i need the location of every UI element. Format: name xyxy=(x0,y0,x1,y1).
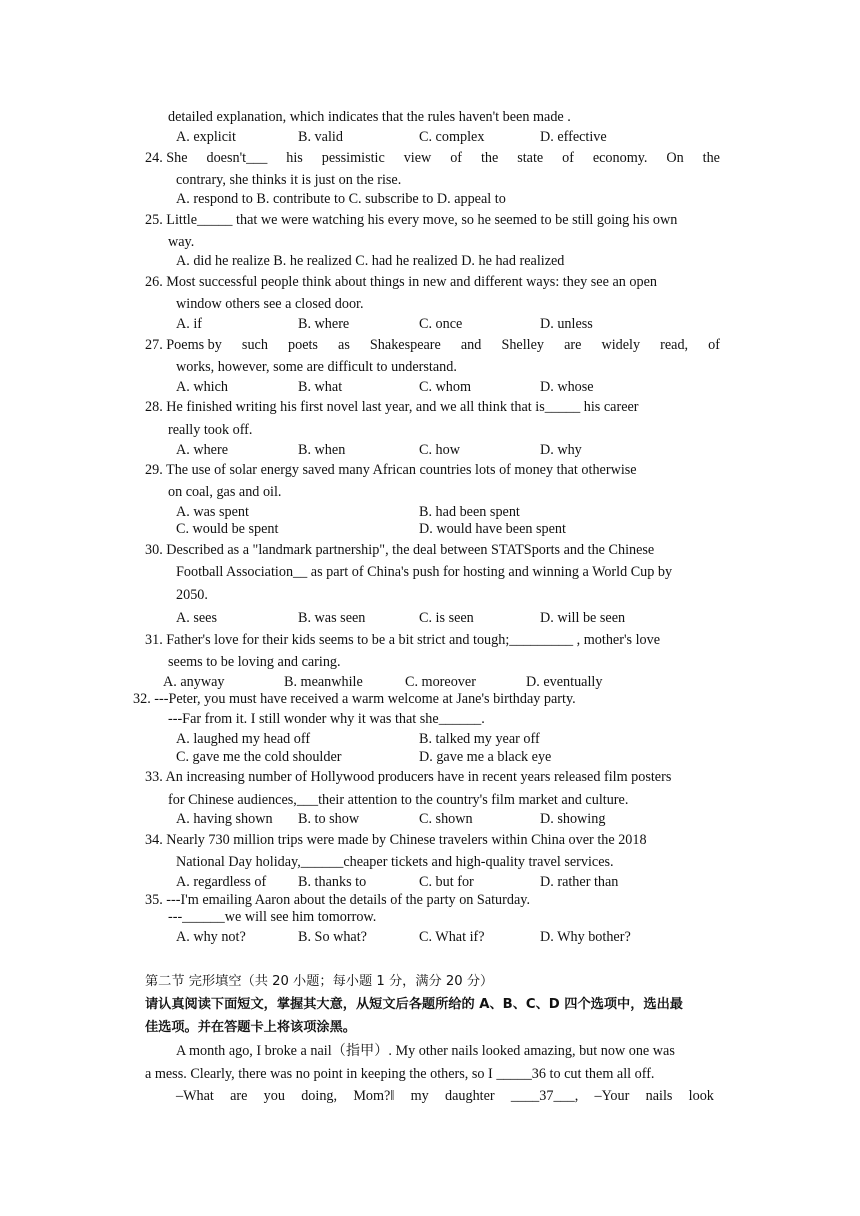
q29-option-a: A. was spent xyxy=(176,504,249,520)
q27-option-c: C. whom xyxy=(419,379,472,395)
q35-continuation: ---______we will see him tomorrow. xyxy=(168,909,377,925)
q26-option-d: D. unless xyxy=(540,316,593,332)
q23-option-d: D. effective xyxy=(540,129,607,145)
q33-option-b: B. to show xyxy=(298,811,360,827)
q23-option-b: B. valid xyxy=(298,129,343,145)
q30-option-d: D. will be seen xyxy=(540,610,626,626)
q25-continuation: way. xyxy=(168,234,195,250)
q24-options: A. respond to B. contribute to C. subscribe to D. appeal to xyxy=(176,191,506,207)
q25-stem: 25. Little_____ that we were watching his every move, so he seemed to be still going his own xyxy=(145,212,678,228)
q31-option-c: C. moreover xyxy=(405,674,476,690)
q30-continuation-1: Football Association__ as part of China's push for hosting and winning a World Cup by xyxy=(176,564,673,580)
instructions-line-2: 佳选项。并在答题卡上将该项涂黑。 xyxy=(145,1020,356,1035)
q23-continuation: detailed explanation, which indicates that the rules haven't been made . xyxy=(168,109,571,125)
q30-option-c: C. is seen xyxy=(419,610,474,626)
q28-option-d: D. why xyxy=(540,442,582,458)
q33-stem: 33. An increasing number of Hollywood producers have in recent years released film posters xyxy=(145,769,672,785)
q27-stem: 27. Poems by such poets as Shakespeare and Shelley are widely read, of xyxy=(145,337,720,353)
passage-line-2: a mess. Clearly, there was no point in keeping the others, so I _____36 to cut them all off. xyxy=(145,1066,655,1082)
q26-stem: 26. Most successful people think about things in new and different ways: they see an open xyxy=(145,274,657,290)
q28-continuation: really took off. xyxy=(168,422,253,438)
q29-continuation: on coal, gas and oil. xyxy=(168,484,282,500)
q33-option-c: C. shown xyxy=(419,811,473,827)
q30-continuation-2: 2050. xyxy=(176,587,208,603)
q31-continuation: seems to be loving and caring. xyxy=(168,654,341,670)
q35-option-b: B. So what? xyxy=(298,929,367,945)
q26-continuation: window others see a closed door. xyxy=(176,296,364,312)
q26-option-b: B. where xyxy=(298,316,350,332)
q27-option-a: A. which xyxy=(176,379,229,395)
q28-stem: 28. He finished writing his first novel last year, and we all think that is_____ his career xyxy=(145,399,639,415)
q23-option-c: C. complex xyxy=(419,129,485,145)
passage-line-3: –What are you doing, Mom?‖ my daughter ____37___, –Your nails look xyxy=(176,1088,714,1104)
q27-continuation: works, however, some are difficult to understand. xyxy=(176,359,457,375)
q27-option-b: B. what xyxy=(298,379,343,395)
q27-option-d: D. whose xyxy=(540,379,594,395)
q29-option-c: C. would be spent xyxy=(176,521,279,537)
q32-option-a: A. laughed my head off xyxy=(176,731,311,747)
q29-option-d: D. would have been spent xyxy=(419,521,566,537)
q31-option-d: D. eventually xyxy=(526,674,603,690)
q30-option-b: B. was seen xyxy=(298,610,366,626)
q32-continuation: ---Far from it. I still wonder why it was that she______. xyxy=(168,711,485,727)
q34-continuation: National Day holiday,______cheaper tickets and high-quality travel services. xyxy=(176,854,614,870)
section-heading: 第二节 完形填空（共 20 小题；每小题 1 分，满分 20 分） xyxy=(145,974,494,989)
q28-option-b: B. when xyxy=(298,442,346,458)
q31-stem: 31. Father's love for their kids seems to be a bit strict and tough;_________ , mother's love xyxy=(145,632,660,648)
q34-option-a: A. regardless of xyxy=(176,874,267,890)
q28-option-a: A. where xyxy=(176,442,228,458)
q35-stem: 35. ---I'm emailing Aaron about the details of the party on Saturday. xyxy=(145,892,530,908)
q24-continuation: contrary, she thinks it is just on the rise. xyxy=(176,172,402,188)
q34-option-d: D. rather than xyxy=(540,874,619,890)
q35-option-d: D. Why bother? xyxy=(540,929,631,945)
q30-option-a: A. sees xyxy=(176,610,217,626)
q28-option-c: C. how xyxy=(419,442,460,458)
q31-option-b: B. meanwhile xyxy=(284,674,363,690)
q26-option-a: A. if xyxy=(176,316,203,332)
q29-stem: 29. The use of solar energy saved many African countries lots of money that otherwise xyxy=(145,462,637,478)
q30-stem: 30. Described as a "landmark partnership", the deal between STATSports and the Chinese xyxy=(145,542,655,558)
q34-stem: 34. Nearly 730 million trips were made by Chinese travelers within China over the 2018 xyxy=(145,832,647,848)
q34-option-b: B. thanks to xyxy=(298,874,367,890)
passage-line-1: A month ago, I broke a nail（指甲）. My other nails looked amazing, but now one was xyxy=(176,1043,675,1059)
q32-stem: 32. ---Peter, you must have received a warm welcome at Jane's birthday party. xyxy=(133,691,576,707)
q33-option-d: D. showing xyxy=(540,811,606,827)
instructions-line-1: 请认真阅读下面短文，掌握其大意，从短文后各题所给的 A、B、C、D 四个选项中，选出最 xyxy=(145,997,683,1012)
q24-stem: 24. She doesn't___ his pessimistic view of the state of economy. On the xyxy=(145,150,720,166)
q31-option-a: A. anyway xyxy=(163,674,225,690)
q32-option-d: D. gave me a black eye xyxy=(419,749,552,765)
q35-option-a: A. why not? xyxy=(176,929,246,945)
q32-option-c: C. gave me the cold shoulder xyxy=(176,749,342,765)
q25-options: A. did he realize B. he realized C. had he realized D. he had realized xyxy=(176,253,565,269)
q23-option-a: A. explicit xyxy=(176,129,236,145)
q26-option-c: C. once xyxy=(419,316,463,332)
q32-option-b: B. talked my year off xyxy=(419,731,540,747)
q33-option-a: A. having shown xyxy=(176,811,273,827)
q35-option-c: C. What if? xyxy=(419,929,485,945)
q33-continuation: for Chinese audiences,___their attention to the country's film market and culture. xyxy=(168,792,629,808)
q29-option-b: B. had been spent xyxy=(419,504,520,520)
q34-option-c: C. but for xyxy=(419,874,474,890)
